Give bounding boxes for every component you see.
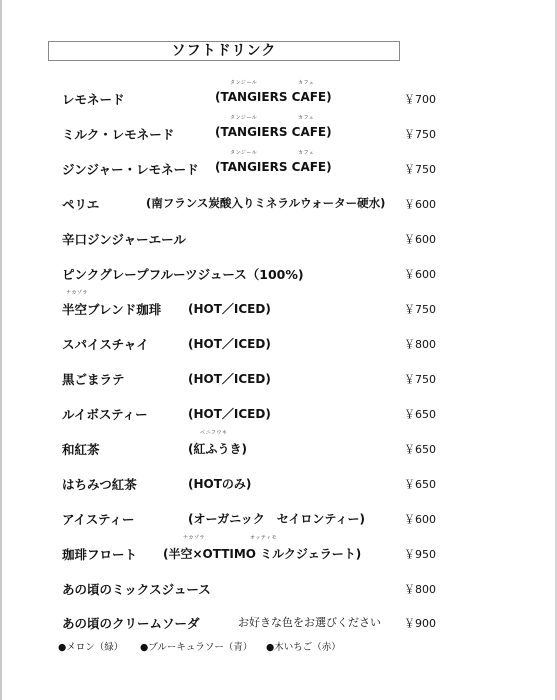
option-blue-curacao: ●ブルーキュラソー（青） bbox=[140, 642, 253, 653]
item-desc: (HOT／ICED) bbox=[188, 372, 271, 386]
item-name: スパイスチャイ bbox=[62, 337, 149, 352]
item-name: あの頃のクリームソーダ bbox=[62, 616, 200, 631]
item-desc: (TANGIERS CAFE) bbox=[215, 90, 332, 104]
ruby-nakazora: ナカゾラ bbox=[66, 290, 88, 296]
menu-item-spice-chai bbox=[0, 335, 557, 355]
item-desc: (HOT／ICED) bbox=[188, 302, 271, 316]
item-desc: (南フランス炭酸入りミネラルウォーター硬水) bbox=[146, 196, 386, 210]
item-desc: (TANGIERS CAFE) bbox=[215, 125, 332, 139]
menu-item-black-sesame-latte bbox=[0, 370, 557, 390]
option-raspberry: ●木いちご（赤） bbox=[266, 642, 341, 653]
option-melon: ●メロン（緑） bbox=[58, 642, 124, 653]
ruby-cafe: カフェ bbox=[298, 115, 315, 121]
item-price: ￥800 bbox=[404, 583, 436, 596]
menu-item-japanese-black-tea bbox=[0, 430, 557, 460]
item-desc: (半空×OTTIMO ミルクジェラート) bbox=[163, 547, 362, 561]
item-desc: (TANGIERS CAFE) bbox=[215, 160, 332, 174]
item-price: ￥600 bbox=[404, 268, 436, 281]
ruby-benifuuki: ベニフウキ bbox=[200, 430, 228, 436]
item-name: ルイボスティー bbox=[62, 407, 148, 422]
item-name: 珈琲フロート bbox=[62, 547, 138, 562]
menu-item-perrier bbox=[0, 195, 557, 215]
item-price: ￥750 bbox=[404, 303, 436, 316]
item-desc: (紅ふうき) bbox=[188, 442, 247, 456]
item-desc: (HOT／ICED) bbox=[188, 337, 271, 351]
item-price: ￥750 bbox=[404, 163, 436, 176]
item-price: ￥600 bbox=[404, 233, 436, 246]
menu-item-rooibos-tea bbox=[0, 405, 557, 425]
ruby-tangiers: タンジール bbox=[230, 115, 258, 121]
ruby-cafe: カフェ bbox=[298, 150, 315, 156]
item-desc: (HOTのみ) bbox=[188, 477, 252, 491]
menu-item-honey-tea bbox=[0, 475, 557, 495]
menu-item-mix-juice bbox=[0, 580, 557, 600]
item-name: ピンクグレープフルーツジュース（100%) bbox=[62, 267, 304, 282]
item-price: ￥650 bbox=[404, 478, 436, 491]
item-name: ジンジャー・レモネード bbox=[62, 162, 199, 177]
ruby-tangiers: タンジール bbox=[230, 80, 258, 86]
menu-item-milk-lemonade bbox=[0, 115, 557, 145]
menu-item-ginger-ale bbox=[0, 230, 557, 250]
menu-item-ginger-lemonade bbox=[0, 150, 557, 180]
item-note: お好きな色をお選びください bbox=[238, 616, 381, 629]
item-name: 黒ごまラテ bbox=[62, 372, 125, 387]
item-price: ￥650 bbox=[404, 408, 436, 421]
ruby-ottimo: オッティモ bbox=[250, 535, 277, 541]
item-desc: (HOT／ICED) bbox=[188, 407, 271, 421]
item-price: ￥600 bbox=[404, 198, 436, 211]
item-name: あの頃のミックスジュース bbox=[62, 582, 211, 597]
ruby-cafe: カフェ bbox=[298, 80, 315, 86]
item-name: はちみつ紅茶 bbox=[62, 477, 137, 492]
item-price: ￥950 bbox=[404, 548, 436, 561]
item-name: アイスティー bbox=[62, 512, 135, 527]
item-price: ￥700 bbox=[404, 93, 436, 106]
item-name: 半空ブレンド珈琲 bbox=[62, 302, 162, 317]
menu-item-iced-tea bbox=[0, 510, 557, 530]
item-desc: (オーガニック セイロンティー) bbox=[188, 512, 365, 526]
ruby-nakazora: ナカゾラ bbox=[183, 535, 205, 541]
item-name: 和紅茶 bbox=[62, 442, 100, 457]
item-name: ミルク・レモネード bbox=[62, 127, 175, 142]
item-price: ￥900 bbox=[404, 617, 436, 630]
menu-item-pink-grapefruit bbox=[0, 265, 557, 285]
item-price: ￥650 bbox=[404, 443, 436, 456]
item-price: ￥800 bbox=[404, 338, 436, 351]
item-name: レモネード bbox=[62, 92, 125, 107]
ruby-tangiers: タンジール bbox=[230, 150, 258, 156]
item-name: ペリエ bbox=[62, 197, 100, 212]
menu-item-nakazora-blend bbox=[0, 290, 557, 320]
item-price: ￥750 bbox=[404, 373, 436, 386]
item-price: ￥600 bbox=[404, 513, 436, 526]
menu-item-coffee-float bbox=[0, 535, 557, 565]
item-price: ￥750 bbox=[404, 128, 436, 141]
menu-item-cream-soda bbox=[0, 614, 557, 634]
item-name: 辛口ジンジャーエール bbox=[62, 232, 186, 247]
menu-item-lemonade bbox=[0, 80, 557, 110]
menu-title: ソフトドリンク bbox=[48, 41, 400, 61]
